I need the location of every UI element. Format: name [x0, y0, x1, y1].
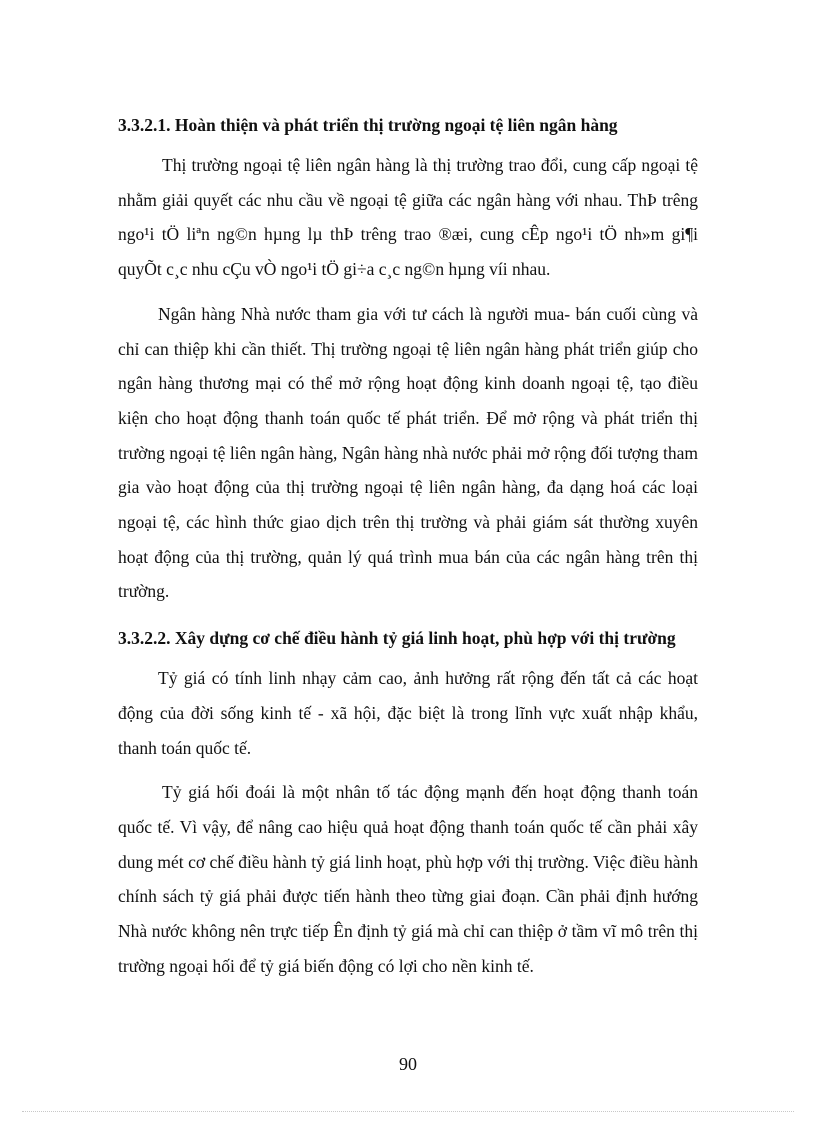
paragraph: Ngân hàng Nhà nước tham gia với tư cách là người mua- bán cuối cùng và chỉ can thiệp khi cần thiết. Thị trường ngoại tệ liên ngân hàng phát triển giúp cho ngân hàng thương mại có thể mở rộng hoạt động kinh doanh ngoại tệ, tạo điều kiện cho hoạt động thanh toán quốc tế phát triển. Để mở rộng và phát triển thị trường ngoại tệ liên ngân hàng, Ngân hàng nhà nước phải mở rộng đối tượng tham gia vào hoạt động của thị trường ngoại tệ liên ngân hàng, đa dạng hoá các loại ngoại tệ, các hình thức giao dịch trên thị trường và phải giám sát thường xuyên hoạt động của thị trường, quản lý quá trình mua bán của các ngân hàng trên thị trường. [118, 303, 698, 602]
section-heading-3-3-2-2: 3.3.2.2. Xây dựng cơ chế điều hành tỷ giá linh hoạt, phù hợp với thị trường [118, 628, 676, 649]
page-number: 90 [399, 1054, 417, 1074]
section-heading-3-3-2-1: 3.3.2.1. Hoàn thiện và phát triển thị trường ngoại tệ liên ngân hàng [118, 115, 618, 135]
page-bottom-divider [22, 1111, 794, 1112]
page-content [118, 108, 698, 983]
paragraph: Thị trường ngoại tệ liên ngân hàng là thị trường trao đổi, cung cấp ngoại tệ nhằm giải quyết các nhu cầu về ngoại tệ giữa các ngân hàng với nhau. ThÞ trêng ngo¹i tÖ liªn ng©n hµng lµ thÞ trêng trao ®æi, cung cÊp ngo¹i tÖ nh»m gi¶i quyÕt c¸c nhu cÇu vÒ ngo¹i tÖ gi÷a c¸c ng©n hµng víi nhau. [118, 155, 698, 280]
paragraph: Tỷ giá có tính linh nhạy cảm cao, ảnh hưởng rất rộng đến tất cả các hoạt động của đời sống kinh tế - xã hội, đặc biệt là trong lĩnh vực xuất nhập khẩu, thanh toán quốc tế. [118, 668, 698, 758]
paragraph: Tỷ giá hối đoái là một nhân tố tác động mạnh đến hoạt động thanh toán quốc tế. Vì vậy, để nâng cao hiệu quả hoạt động thanh toán quốc tế cần phải xây dung mét cơ chế điều hành tỷ giá linh hoạt, phù hợp với thị trường. Việc điều hành chính sách tỷ giá phải được tiến hành theo từng giai đoạn. Cần phải định hướng Nhà nước không nên trực tiếp Ên định tỷ giá mà chỉ can thiệp ở tầm vĩ mô trên thị trường ngoại hối để tỷ giá biến động có lợi cho nền kinh tế. [118, 782, 698, 976]
